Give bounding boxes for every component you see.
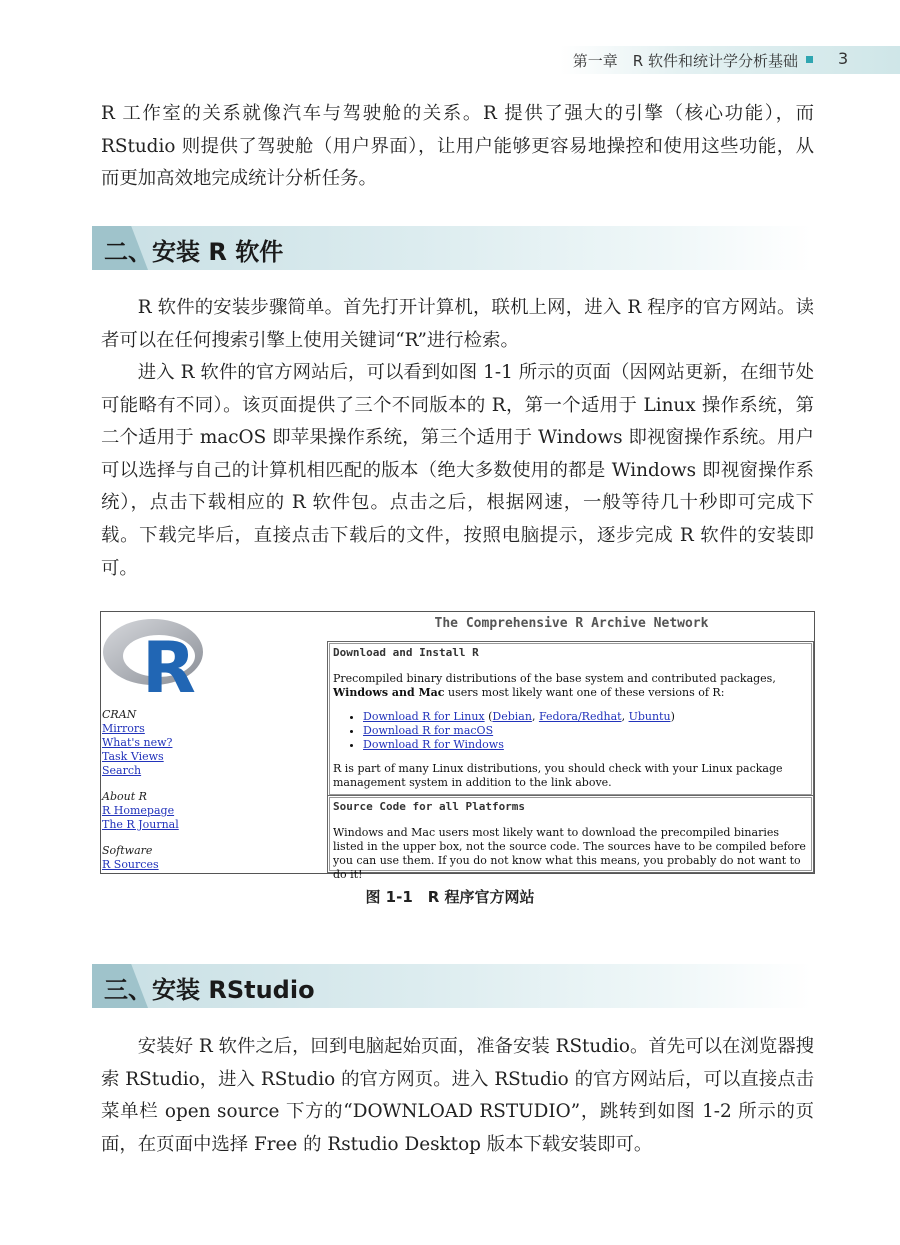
download-box-heading: Download and Install R: [333, 646, 479, 659]
nav-link-r-journal[interactable]: The R Journal: [102, 818, 179, 831]
section2-paragraph-2: 进入 R 软件的官方网站后，可以看到如图 1-1 所示的页面（因网站更新，在细节处可能略有不同）。该页面提供了三个不同版本的 R，第一个适用于 Linux 操作系统，第二个适用于 macOS 即苹果操作系统，第三个适用于 Windows 即视窗操作系统。用户可以选择与自己的计算机相匹配的版本（绝大多数使用的都是 Windows 即视窗操作系统），点击下载相应的 R 软件包。点击之后，根据网速，一般等待几十秒即可完成下载。下载完毕后，直接点击下载后的文件，按照电脑提示，逐步完成 R 软件的安装即可。: [101, 362, 814, 579]
nav-link-whats-new[interactable]: What's new?: [102, 736, 173, 749]
list-item: [363, 738, 808, 752]
site-title: The Comprehensive R Archive Network: [434, 616, 709, 631]
download-box-note: R is part of many Linux distributions, you should check with your Linux package management system in addition to the link above.: [333, 762, 783, 789]
chapter-title: 第一章 R 软件和统计学分析基础: [572, 52, 798, 70]
logo-letter: R: [142, 627, 196, 696]
source-code-box: [327, 795, 814, 881]
nav-link-search[interactable]: Search: [102, 764, 142, 777]
download-windows-link[interactable]: Download R for Windows: [363, 738, 504, 751]
running-header: [0, 44, 900, 76]
source-box-text: Windows and Mac users most likely want to download the precompiled binaries listed in the upper box, not the source code. The sources have to be compiled before you can use them. If you do not know what this means, you probably do not want to do it!: [333, 826, 806, 881]
nav-heading-about: About R: [102, 790, 147, 803]
nav-link-r-sources[interactable]: R Sources: [102, 858, 159, 871]
intro-paragraph: R 工作室的关系就像汽车与驾驶舱的关系。R 提供了强大的引擎（核心功能），而 RStudio 则提供了驾驶舱（用户界面），让用户能够更容易地操控和使用这些功能，从而更加高效地完成统计分析任务。: [101, 103, 814, 190]
section3-paragraph-1: 安装好 R 软件之后，回到电脑起始页面，准备安装 RStudio。首先可以在浏览器搜索 RStudio，进入 RStudio 的官方网页。进入 RStudio 的官方网站后，可以直接点击菜单栏 open source 下方的“DOWNLOAD RSTUDIO”，跳转到如图 1-2 所示的页面，在页面中选择 Free 的 Rstudio Desktop 版本下载安装即可。: [101, 1036, 814, 1155]
list-item: • Download R for Linux (Debian, Fedora/Redhat, Ubuntu): [363, 710, 808, 724]
header-square-icon: [806, 56, 813, 63]
nav-heading-software: Software: [102, 844, 153, 857]
fedora-redhat-link[interactable]: Fedora/Redhat: [538, 710, 622, 723]
section-title: 二、安装 R 软件: [104, 238, 284, 266]
source-box-heading: Source Code for all Platforms: [333, 800, 526, 813]
page-number: 3: [838, 49, 849, 68]
download-box-intro: Precompiled binary distributions of the base system and contributed packages, Windows and Mac users most likely want one of these versions of R:: [333, 672, 776, 699]
nav-link-r-homepage[interactable]: R Homepage: [102, 804, 175, 817]
section2-paragraph-1: R 软件的安装步骤简单。首先打开计算机，联机上网，进入 R 程序的官方网站。读者可以在任何搜索引擎上使用关键词“R”进行检索。: [101, 297, 814, 351]
cran-screenshot-figure: [100, 611, 815, 881]
section-heading-install-r: [92, 226, 900, 270]
list-item: [363, 724, 808, 738]
nav-link-mirrors[interactable]: Mirrors: [102, 722, 145, 735]
download-links-list: [333, 710, 808, 752]
section-heading-install-rstudio: [92, 964, 900, 1008]
download-install-box: [327, 641, 814, 797]
download-macos-link[interactable]: Download R for macOS: [363, 724, 494, 737]
download-linux-link[interactable]: Download R for Linux: [363, 710, 485, 723]
debian-link[interactable]: Debian: [492, 710, 532, 723]
r-logo-icon: [101, 612, 211, 696]
nav-link-task-views[interactable]: Task Views: [102, 750, 164, 763]
nav-heading-cran: CRAN: [102, 708, 137, 721]
ubuntu-link[interactable]: Ubuntu: [628, 710, 671, 723]
cran-sidebar: [102, 708, 212, 872]
figure-caption: 图 1-1 R 程序官方网站: [365, 888, 535, 906]
section-title: 三、安装 RStudio: [104, 976, 315, 1004]
